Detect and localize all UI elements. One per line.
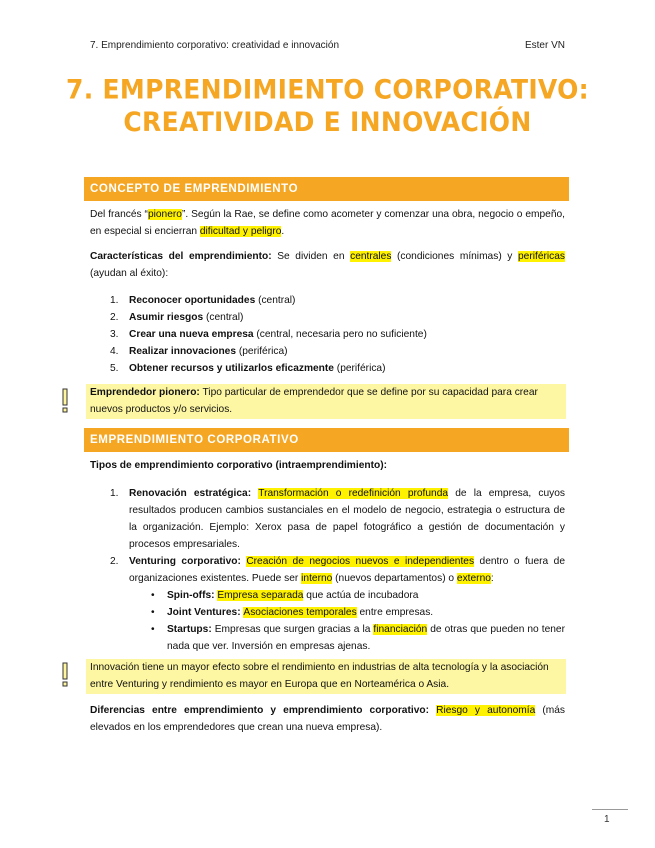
paragraph-caracteristicas: Características del emprendimiento: Se dividen en centrales (condiciones mínimas) y periféricas (ayudan al éxito): bbox=[90, 251, 566, 279]
header-left: 7. Emprendimiento corporativo: creatividad e innovación bbox=[90, 40, 340, 51]
list-item: 3. Crear una nueva empresa (central, necesaria pero no suficiente) bbox=[110, 329, 427, 340]
list-item: 1. Renovación estratégica: Transformación o redefinición profunda de la empresa, cuyos resultados producen cambios sustanciales en el modelo de negocio, estrategia o estructura de la organización. Ejemplo: Xerox pasa de papel fotográfico a gestión de documentación y procesos empresariales. bbox=[110, 488, 565, 550]
list-item: 2. Asumir riesgos (central) bbox=[110, 312, 244, 323]
document-title bbox=[60, 74, 595, 139]
list-item: 1. Reconocer oportunidades (central) bbox=[110, 295, 296, 306]
header-right: Ester VN bbox=[524, 40, 565, 51]
list-item: 4. Realizar innovaciones (periférica) bbox=[110, 346, 288, 357]
exclamation-icon bbox=[60, 388, 70, 414]
list-item: • Spin-offs: Empresa separada que actúa de incubadora bbox=[151, 590, 419, 601]
paragraph-diferencias: Diferencias entre emprendimiento y emprendimiento corporativo: Riesgo y autonomía (más elevados en los emprendedores que crean una nueva empresa). bbox=[90, 705, 566, 733]
title-line-2: CREATIVIDAD E INNOVACIÓN bbox=[123, 106, 532, 138]
venturing-sublist bbox=[129, 587, 565, 655]
note-innovacion: Innovación tiene un mayor efecto sobre el rendimiento en industrias de alta tecnología y la asociación entre Venturing y rendimiento es mayor en Europa que en Norteamérica o Asia. bbox=[86, 659, 566, 694]
list-item: • Startups: Empresas que surgen gracias a la financiación de otras que pueden no tener nada que ver. Inversión en empresas ajenas. bbox=[151, 624, 565, 652]
tipos-list bbox=[90, 485, 565, 655]
note-emprendedor-pionero: Emprendedor pionero: Tipo particular de emprendedor que se define por su capacidad para crear nuevos productos y/o servicios. bbox=[86, 384, 566, 419]
paragraph-tipos: Tipos de emprendimiento corporativo (intraemprendimiento): bbox=[90, 460, 387, 471]
list-item: 5. Obtener recursos y utilizarlos eficazmente (periférica) bbox=[110, 363, 386, 374]
list-item: • Joint Ventures: Asociaciones temporales entre empresas. bbox=[151, 607, 434, 618]
footer-divider bbox=[592, 809, 628, 810]
section-heading-concepto: CONCEPTO DE EMPRENDIMIENTO bbox=[84, 177, 569, 201]
list-item: 2. Venturing corporativo: Creación de negocios nuevos e independientes dentro o fuera de organizaciones existentes. Puede ser interno (nuevos departamentos) o externo: • Spin-offs: Empresa separada que actúa de incubadora • Joint Ventures: Asociaciones temporales entre empresas. • Startups: Empresas que surgen gracias a la financiación de otras que pueden no tener nada que ver. Inversión en empresas ajenas. bbox=[90, 553, 565, 655]
title-line-1: 7. EMPRENDIMIENTO CORPORATIVO: bbox=[66, 73, 589, 105]
caracteristicas-list bbox=[90, 292, 565, 377]
exclamation-icon bbox=[60, 662, 70, 688]
paragraph-definicion: Del francés “pionero”. Según la Rae, se define como acometer y comenzar una obra, negocio o empeño, en especial si encierran dificultad y peligro. bbox=[90, 209, 565, 237]
page-number: 1 bbox=[604, 814, 610, 825]
section-heading-corporativo: EMPRENDIMIENTO CORPORATIVO bbox=[84, 428, 569, 452]
